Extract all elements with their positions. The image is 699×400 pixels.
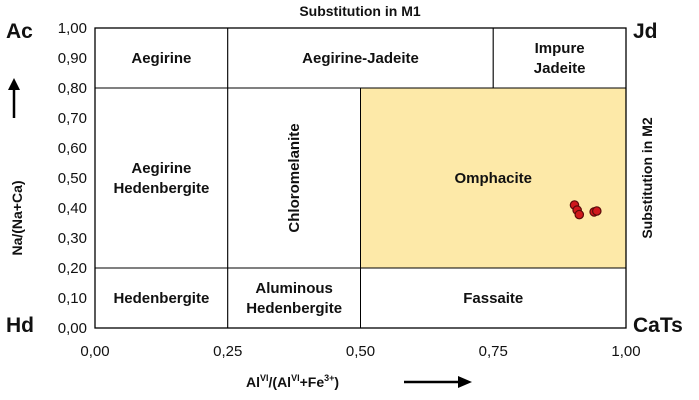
region-label-aegirine-jadeite: Aegirine-Jadeite — [302, 50, 419, 67]
x-axis-arrow — [404, 376, 472, 388]
x-tick-label: 0,75 — [478, 343, 508, 360]
y-tick-label: 0,20 — [57, 260, 87, 277]
data-point — [575, 210, 583, 218]
region-aegirine-hedenbergite — [95, 88, 228, 268]
y-tick-label: 0,30 — [57, 230, 87, 247]
region-label-omphacite: Omphacite — [454, 170, 533, 187]
region-label-aluminous-hedenbergite: Aluminous Hedenbergite — [246, 280, 343, 317]
y-tick-label: 0,10 — [57, 290, 87, 307]
regions-layer — [95, 28, 626, 328]
y-axis-title: Na/(Na+Ca) — [9, 180, 25, 256]
y-tick-label: 0,80 — [57, 80, 87, 97]
y-tick-labels — [58, 20, 87, 337]
corner-label-hd: Hd — [6, 314, 34, 337]
region-label-fassaite: Fassaite — [463, 290, 524, 307]
region-impure-jadeite — [493, 28, 626, 88]
side-title-m2: Substitution in M2 — [639, 117, 655, 239]
region-label-impure-jadeite: Impure Jadeite — [533, 40, 586, 77]
region-label-aegirine-hedenbergite: Aegirine Hedenbergite — [113, 160, 210, 197]
region-label-hedenbergite: Hedenbergite — [113, 290, 210, 307]
y-tick-label: 0,00 — [57, 320, 87, 337]
x-tick-label: 0,25 — [213, 343, 243, 360]
y-axis-arrow — [8, 78, 20, 118]
y-tick-label: 1,00 — [57, 20, 87, 37]
region-label-aegirine: Aegirine — [131, 50, 192, 67]
x-tick-label: 0,50 — [345, 343, 376, 360]
x-tick-label: 1,00 — [611, 343, 641, 360]
chart-title: Substitution in M1 — [299, 3, 421, 19]
y-tick-label: 0,50 — [57, 170, 87, 187]
corner-label-ac: Ac — [6, 20, 33, 43]
y-tick-label: 0,90 — [57, 50, 87, 67]
x-axis-title: $Al^{VI}/(Al^{VI}+Fe^{3+})$ — [246, 373, 340, 390]
x-tick-labels — [80, 343, 640, 360]
corner-label-jd: Jd — [633, 20, 658, 43]
x-tick-label: 0,00 — [80, 343, 110, 360]
data-point — [593, 207, 601, 215]
corner-label-cats: CaTs — [633, 314, 683, 337]
region-aluminous-hedenbergite — [228, 268, 361, 328]
region-label-chloromelanite: Chloromelanite — [286, 123, 304, 233]
y-tick-label: 0,60 — [57, 140, 87, 157]
y-tick-label: 0,70 — [57, 110, 87, 127]
y-tick-label: 0,40 — [57, 200, 87, 217]
